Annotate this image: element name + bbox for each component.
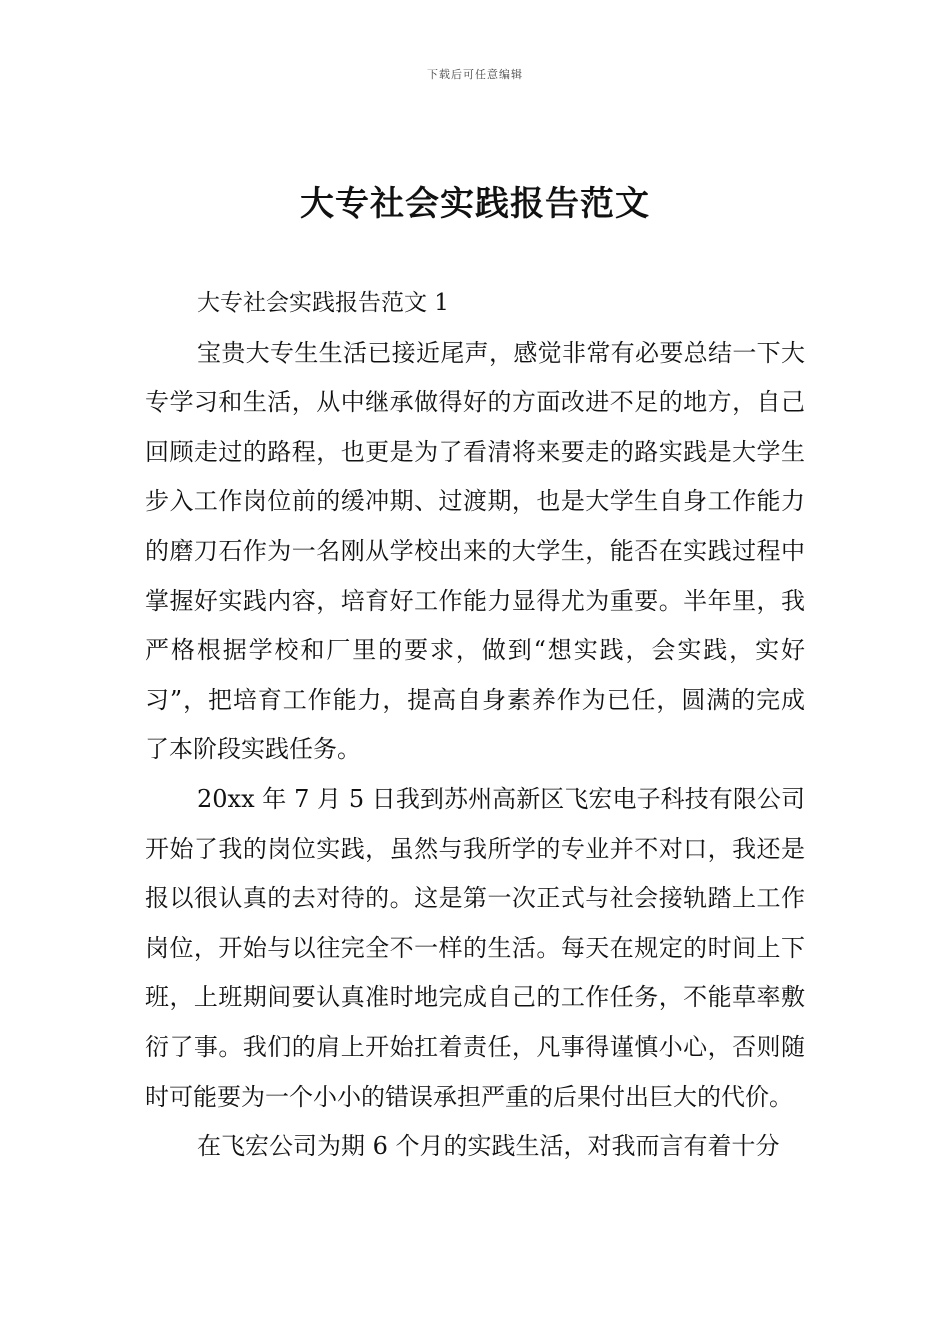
header-note: 下载后可任意编辑: [427, 68, 523, 81]
document-body: [145, 279, 805, 1172]
paragraph-3: 在飞宏公司为期 6 个月的实践生活，对我而言有着十分: [197, 1132, 780, 1161]
section-heading: 大专社会实践报告范文 1: [197, 290, 449, 316]
paragraph-2: 20xx 年 7 月 5 日我到苏州高新区飞宏电子科技有限公司开始了我的岗位实践，虽然与我所学的专业并不对口，我还是报以很认真的去对待的。这是第一次正式与社会接轨踏上工作岗位，开始与以往完全不一样的生活。每天在规定的时间上下班，上班期间要认真准时地完成自己的工作任务，不能草率敷衍了事。我们的肩上开始扛着责任，凡事得谨慎小心，否则随时可能要为一个小小的错误承担严重的后果付出巨大的代价。: [145, 784, 805, 1111]
document-title: 大专社会实践报告范文: [300, 184, 650, 224]
paragraph-1: 宝贵大专生生活已接近尾声，感觉非常有必要总结一下大专学习和生活，从中继承做得好的方面改进不足的地方，自己回顾走过的路程，也更是为了看清将来要走的路实践是大学生步入工作岗位前的缓冲期、过渡期，也是大学生自身工作能力的磨刀石作为一名刚从学校出来的大学生，能否在实践过程中掌握好实践内容，培育好工作能力显得尤为重要。半年里，我严格根据学校和厂里的要求，做到“想实践，会实践，实好习”，把培育工作能力，提高自身素养作为已任，圆满的完成了本阶段实践任务。: [145, 338, 805, 764]
